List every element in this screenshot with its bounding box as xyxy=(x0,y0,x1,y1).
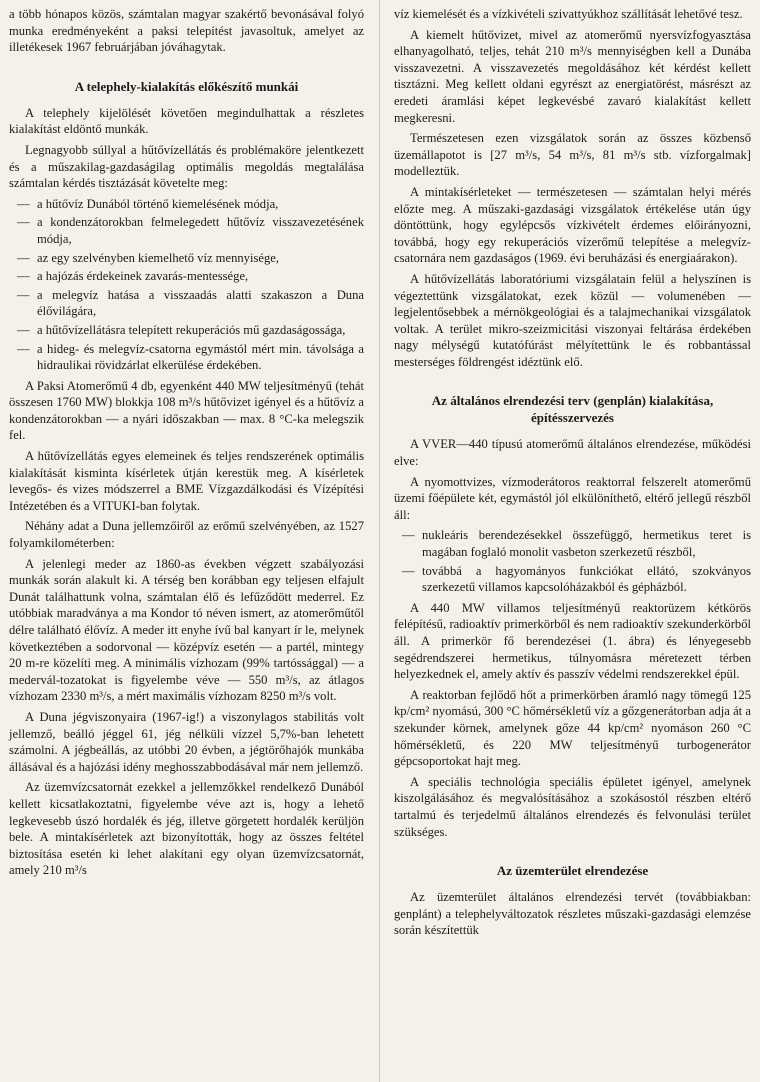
continuation-paragraph: víz kiemelését és a vízkivételi szivattyúkhoz szállítását lehetővé tesz. xyxy=(394,7,743,21)
paragraph: Az üzemterület általános elrendezési tervét (továbbiakban: genplánt) a telephelyváltozatok részletes műszaki-gazdasági elemzése során készítettük xyxy=(394,890,751,938)
paragraph: Néhány adat a Duna jellemzőiről az erőmű szelvényében, az 1527 folyamkilométerben: xyxy=(9,519,364,551)
section-heading-plant-area: Az üzemterület elrendezése xyxy=(496,863,649,879)
paragraph: A hűtővízellátás egyes elemeinek és teljes rendszerének optimális kialakítását kisminta kísérletek útján kerestük meg. A kísérletek levegős- és vizes módszerrel a BME Vízgazdálkodási és Vízépítési Intézetében és a VITUKI-ban folytak. xyxy=(9,449,364,513)
building-parts-list xyxy=(394,527,751,595)
left-column xyxy=(9,6,364,883)
list-item: — a hideg- és melegvíz-csatorna egymástól mért min. távolsága a hidraulikai rövidzárlat elkerülése érdekében. xyxy=(9,341,364,374)
paragraph: A 440 MW villamos teljesítményű reaktorüzem kétkörös felépítésű, radioaktív primerkörből és nem radioaktív szekunderkörből áll. A primerkör fő berendezései (1. ábra) és lényegesebb segédrendszerei hermetikus, túlnyomásra méretezett térben helyezkednek el, amely aktív és passzív védelmi rendszerekkel épül. xyxy=(394,600,751,682)
list-item: — a hűtővízellátásra telepített rekuperációs mű gazdaságossága, xyxy=(9,322,364,339)
paragraph: A hűtővízellátás laboratóriumi vizsgálatain felül a helyszínen is végeztettünk vizsgálatokat, ezek közül — volumenében — legjelentősebbek a mérnökgeológiai és a talajmechanikai vizsgálatok voltak. A terület mikro-szeizmicitási viszonyai feltárása érdekében nagy mélységű kutatófúrást mélyítettünk le és robbantással mesterséges földrengést idéztünk elő. xyxy=(394,271,751,369)
list-item: — a kondenzátorokban felmelegedett hűtővíz visszavezetésének módja, xyxy=(9,214,364,247)
list-item: — a melegvíz hatása a visszaadás alatti szakaszon a Duna élővilágára, xyxy=(9,287,364,320)
paragraph: A jelenlegi meder az 1860-as években végzett szabályozási munkák során alakult ki. A térség ben korábban egy teljesen elfajult Dunát találhattunk volna, számtalan élő és lefűződött mederrel. Ez utóbbiak maradványa a ma Kondor tó néven ismert, az atomerőműtől délre található élővíz. A meder itt enyhe ívű bal kanyart ír le, melynek következtében a sodorvonal — középvíz esetén — a partél, mintegy 20 m-re közelíti meg. A minimális vízhozam (99% tartóssággal) — a medervál-tozatokat is figyelembe véve — 550 m³/s, az átlagos vízhozam 2330 m³/s, a mért maximális vízhozam 8250 m³/s volt. xyxy=(9,556,364,704)
paragraph: A speciális technológia speciális épületet igényel, amelynek kiszolgálásához és megvalósításához a szokásostól részben eltérő tartalmú és terjedelmű általános elrendezés és felvonulási terület szükséges. xyxy=(394,774,751,839)
list-item: — az egy szelvényben kiemelhető víz mennyisége, xyxy=(9,250,364,267)
paragraph: A VVER—440 típusú atomerőmű általános elrendezése, működési elve: xyxy=(394,437,751,469)
column-divider xyxy=(379,0,380,1082)
cooling-water-issues-list xyxy=(9,196,364,374)
right-column xyxy=(394,6,751,943)
list-item: — nukleáris berendezésekkel összefüggő, hermetikus teret is magában foglaló monolit vasbeton szerkezetű részből, xyxy=(394,527,751,560)
list-item: — továbbá a hagyományos funkciókat ellátó, szokványos szerkezetű villamos kapcsolóházakból és gépházból. xyxy=(394,563,751,596)
paragraph: Az üzemvízcsatornát ezekkel a jellemzőkkel rendelkező Dunából kellett kicsatlakoztatni, figyelembe véve azt is, hogy a lehető legkevesebb úszó hordalék és jég, illetve görgetett hordalék kerüljön bele. A mintakísérletek azt bizonyították, hogy az összes feltétel biztosítása esetén ki lehet alakítani egy olyan üzemvízcsatornát, amely 210 m³/s xyxy=(9,780,364,878)
paragraph: A Duna jégviszonyaira (1967-ig!) a viszonylagos stabilitás volt jellemző, beálló jéggel 61, jég nélküli vízzel 5,7%-ban lehetett számolni. A jégbeállás, az utóbbi 20 évben, a jégtörőhajók munkába állásával és a hajózási idény meghosszabbodásával már nem jellemző. xyxy=(9,709,364,774)
list-item: — a hűtővíz Dunából történő kiemelésének módja, xyxy=(9,196,364,213)
section-heading-general-layout: Az általános elrendezési terv (genplán) kialakítása, építésszervezés xyxy=(431,393,714,426)
paragraph: A telephely kijelölését követően megindulhattak a részletes kialakítást eldöntő munkák. xyxy=(9,105,364,137)
list-item: — a hajózás érdekeinek zavarás-mentessége, xyxy=(9,268,364,285)
paragraph: Természetesen ezen vizsgálatok során az összes közbenső üzemállapotot is [27 m³/s, 54 m³/s, 81 m³/s stb. vízforgalmak] modelleztük. xyxy=(394,131,751,179)
paragraph: A mintakísérleteket — természetesen — számtalan helyi mérés előzte meg. A műszaki-gazdasági vizsgálatok értékelése után úgy döntöttünk, hogy egylépcsős vízkivételt érdemes előirányozni, továbbá, hogy egy rekuperációs vízerőmű telepítése a melegvíz-csatornára nem gazdaságos (1969. évi beruházási és energiaárakon). xyxy=(394,184,751,266)
paragraph: A nyomottvizes, vízmoderátoros reaktorral felszerelt atomerőmű üzemi főépülete két, egymástól jól elkülöníthető, eltérő jellegű részből áll: xyxy=(394,474,751,522)
paragraph: Legnagyobb súllyal a hűtővízellátás és problémaköre jelentkezett és a műszakilag-gazdaságilag optimális megoldás megtalálása számtalan kérdés tisztázását követelte meg: xyxy=(9,142,364,191)
paragraph: A reaktorban fejlődő hőt a primerkörben áramló nagy tömegű 125 kp/cm² nyomású, 300 °C hőmérsékletű víz a gőzgenerátorban adja át a szekunder körnek, amelynek gőze 44 kp/cm² nyomáson 260 °C hőmérsékletű, és 220 MW teljesítményű turbogenerátor gépcsoportokat hajt meg. xyxy=(394,687,751,769)
section-heading-site-preparation: A telephely-kialakítás előkészítő munkái xyxy=(74,78,299,94)
paragraph: A Paksi Atomerőmű 4 db, egyenként 440 MW teljesítményű (tehát összesen 1760 MW) blokkja 108 m³/s hűtővizet igényel és a hűtővíz a kondenzátorokban — a nyári időszakban — max. 8 °C-ka melegszik fel. xyxy=(9,378,364,443)
intro-paragraph: a több hónapos közös, számtalan magyar szakértő bevonásával folyó munka eredményeként a paksi telepítést javasoltuk, amelyet az illetékesek 1967 februárjában jóváhagytak. xyxy=(9,7,364,55)
paragraph: A kiemelt hűtővizet, mivel az atomerőmű nyersvízfogyasztása elhanyagolható, teljes, tehát 210 m³/s mennyiségben kell a Dunába visszavezetni. A visszavezetés megoldásához két kérdést kellett tisztázni. Meg kellett oldani egyrészt az energiatörést, másrészt az eredeti áramlási képet legkevésbé zavaró kialakítást kellett megkeresni. xyxy=(394,27,751,125)
